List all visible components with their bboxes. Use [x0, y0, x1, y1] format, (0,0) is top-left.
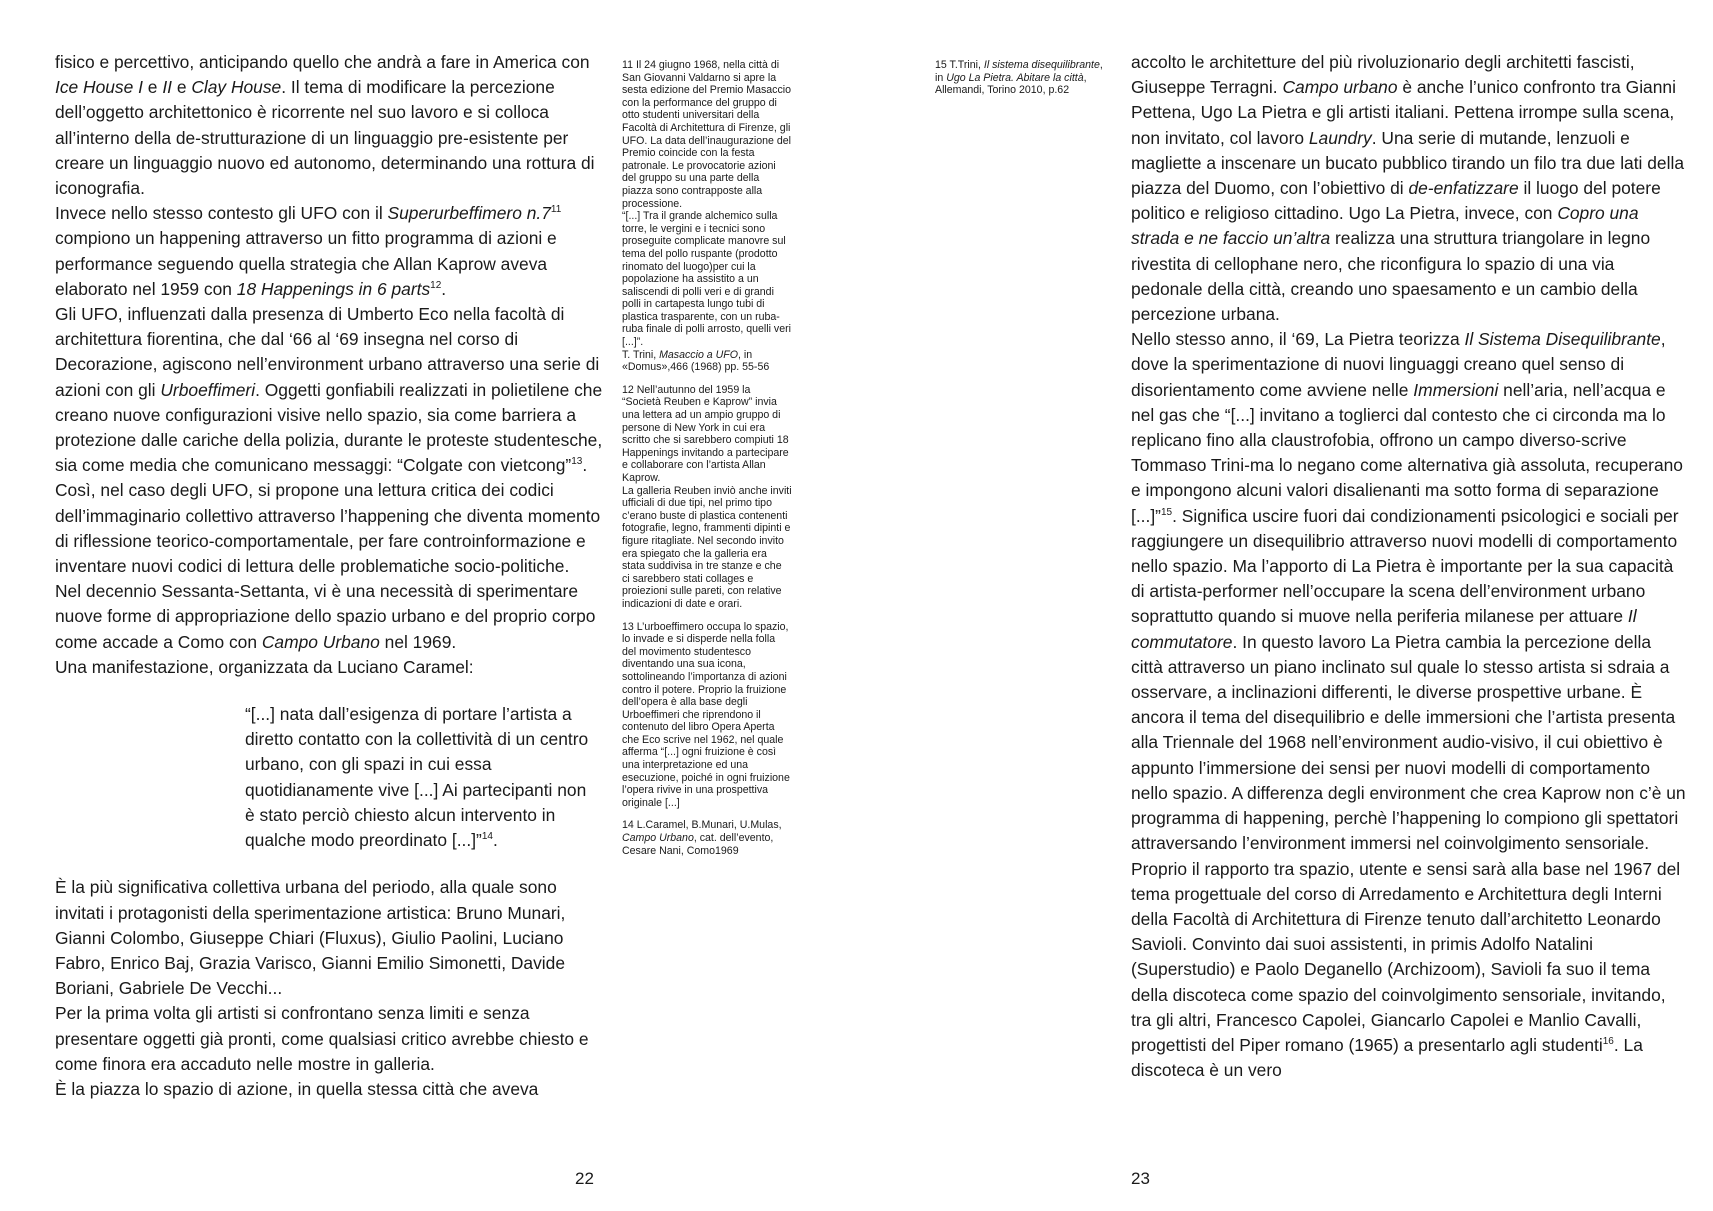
- paragraph: accolto le architetture del più rivoluzionario degli architetti fascisti, Giuseppe Terragni. Campo urbano è anche l’unico confronto tra Gianni Pettena, Ugo La Pietra e gli artisti italiani. Pettena irrompe sulla scena, non invitato, col lavoro Laundry. Una serie di mutande, lenzuoli e magliette a inscenare un bucato pubblico tirando un filo tra due lati della piazza del Duomo, con l’obiettivo di de-enfatizzare il luogo del potere politico e religioso cittadino. Ugo La Pietra, invece, con Copro una strada e ne faccio un’altra realizza una struttura triangolare in legno rivestita di cellophane nero, che riconfigura lo spazio di una via pedonale della città, creando uno spaesamento e un cambio della percezione urbana.: [1131, 52, 1684, 325]
- paragraph: Nel decennio Sessanta-Settanta, vi è una necessità di sperimentare nuove forme di appropriazione dello spazio urbano e del proprio corpo come accade a Como con Campo Urbano nel 1969.: [55, 581, 596, 652]
- footnote-14: 14 L.Caramel, B.Munari, U.Mulas, Campo Urbano, cat. dell’evento, Cesare Nani, Como1969: [622, 819, 782, 857]
- paragraph: È la piazza lo spazio di azione, in quella stessa città che aveva: [55, 1078, 539, 1099]
- paragraph: Una manifestazione, organizzata da Luciano Caramel:: [55, 656, 474, 677]
- paragraph: Gli UFO, influenzati dalla presenza di Umberto Eco nella facoltà di architettura fiorentina, che dal ‘66 al ‘69 insegna nel corso di Decorazione, agiscono nell’environment urbano attraverso una serie di azioni con gli Urboeffimeri. Oggetti gonfiabili realizzati in polietilene che creano nuove configurazioni visive nello spazio, sia come barriera a protezione dalle cariche della polizia, durante le proteste studentesche, sia come media che comunicano messaggi: “Colgate con vietcong”$^{13}$. Così, nel caso degli UFO, si propone una lettura critica dei codici dell’immaginario collettivo attraverso l’happening che diventa momento di riflessione teorico-comportamentale, per fare controinformazione e inventare nuovi codici di lettura delle problematiche socio-politiche.: [55, 304, 603, 577]
- block-quote: “[...] nata dall’esigenza di portare l’artista a diretto contatto con la collettività di un centro urbano, con gli spazi in cui essa quotidianamente vive [...] Ai partecipanti non è stato perciò chiesto alcun intervento in qualche modo preordinato [...]”$^{14}$.: [245, 704, 589, 851]
- footnote-13: 13 L’urboeffimero occupa lo spazio, lo invade e si disperde nella folla del movimento studentesco diventando una sua icona, sottolineando l’importanza di azioni contro il potere. Proprio la fruizione dell’opera è alla base degli Urboeffimeri che riprendono il contenuto del libro Opera Aperta che Eco scrive nel 1962, nel quale afferma “[...] ogni fruizione è così una interpretazione ed una esecuzione, poiché in ogni fruizione l’opera rivive in una prospettiva originale [...]: [622, 620, 790, 809]
- paragraph: Nello stesso anno, il ‘69, La Pietra teorizza Il Sistema Disequilibrante, dove la sperimentazione di nuovi linguaggi creano quel senso di disorientamento come avviene nelle Immersioni nell’aria, nell’acqua e nel gas che “[...] invitano a toglierci dal contesto che ci circonda ma lo replicano fino alla claustrofobia, offrono un campo diverso-scrive Tommaso Trini-ma lo negano come alternativa già assoluta, recuperano e impongono alcuni valori disalienanti ma sotto forma di separazione [...]”$^{15}$. Significa uscire fuori dai condizionamenti psicologici e sociali per raggiungere un disequilibrio attraverso nuovi modelli di comportamento nello spazio. Ma l’apporto di La Pietra è importante per la sua capacità di artista-performer nell’occupare la scena dell’environment urbano soprattutto quando si muove nella periferia milanese per attuare Il commutatore. In questo lavoro La Pietra cambia la percezione della città attraverso un piano inclinato sul quale lo stesso artista si sdraia a osservare, a inclinazioni differenti, le diverse prospettive urbane. È ancora il tema del disequilibrio e delle immersioni che l’artista presenta alla Triennale del 1968 nell’environment audio-visivo, il cui obiettivo è appunto l’immersione dei sensi per nuovi modelli di comportamento nello spazio. A differenza degli environment che crea Kaprow non c’è un programma di happening, perchè l’happening lo compiono gli spettatori attraversando l’environment immersi nel coinvolgimento sensoriale. Proprio il rapporto tra spazio, utente e sensi sarà alla base nel 1967 del tema progettuale del corso di Arredamento e Architettura degli Interni della Facoltà di Architettura di Firenze tenuto dall’architetto Leonardo Savioli. Convinto dai suoi assistenti, in primis Adolfo Natalini (Superstudio) e Paolo Deganello (Archizoom), Savioli fa suo il tema della discoteca come spazio del coinvolgimento sensoriale, invitando, tra gli altri, Francesco Capolei, Giancarlo Capolei e Manlio Cavalli, progettisti del Piper romano (1965) a presentarlo agli studenti$^{16}$. La discoteca è un vero: [1131, 329, 1686, 1081]
- footnotes-right: [935, 59, 1105, 107]
- right-page-body: [1131, 50, 1686, 1083]
- page-number-left: 22: [575, 1169, 594, 1188]
- page-number-right: 23: [1131, 1169, 1150, 1188]
- paragraph: Invece nello stesso contesto gli UFO con il Superurbeffimero $n.7^{11}$ compiono un happening attraverso un fitto programma di azioni e performance seguendo quella strategia che Allan Kaprow aveva elaborato nel 1959 con 18 Happenings in 6 parts$^{12}$.: [55, 203, 562, 299]
- left-page-body: [55, 50, 610, 1102]
- footnote-11: 11 Il 24 giugno 1968, nella città di San Giovanni Valdarno si apre la sesta edizione del Premio Masaccio con la performance del gruppo di otto studenti universitari della Facoltà di Architettura di Firenze, gli UFO. La data dell’inaugurazione del Premio coincide con la festa patronale. Le provocatorie azioni del gruppo su una parte della piazza sono contrapposte alla processione. “[...] Tra il grande alchemico sulla torre, le vergini e i tecnici sono proseguite complicate manovre sul tema del pollo ruspante (prodotto rinomato del luogo)per cui la popolazione ha assistito a un saliscendi di polli veri e di grandi polli in cartapesta lungo tubi di plastica trasparente, con un ruba-ruba finale di polli arrosto, quelli veri [...]”. T. Trini, Masaccio a UFO, in «Domus»,466 (1968) pp. 55-56: [622, 59, 792, 374]
- paragraph: fisico e percettivo, anticipando quello che andrà a fare in America con Ice House I e II e Clay House. Il tema di modificare la percezione dell’oggetto architettonico è ricorrente nel suo lavoro e si colloca all’interno della de-strutturazione di un linguaggio pre-esistente per creare un linguaggio nuovo ed autonomo, determinando una rottura di iconografia.: [55, 52, 595, 199]
- paragraph: È la più significativa collettiva urbana del periodo, alla quale sono invitati i protagonisti della sperimentazione artistica: Bruno Munari, Gianni Colombo, Giuseppe Chiari (Fluxus), Giulio Paolini, Luciano Fabro, Enrico Baj, Grazia Varisco, Gianni Emilio Simonetti, Davide Boriani, Gabriele De Vecchi...: [55, 877, 566, 999]
- footnotes-left: [622, 59, 792, 867]
- footnote-15: 15 T.Trini, Il sistema disequilibrante, in Ugo La Pietra. Abitare la città, Allemandi, Torino 2010, p.62: [935, 59, 1103, 97]
- footnote-12: 12 Nell’autunno del 1959 la “Società Reuben e Kaprow” invia una lettera ad un ampio gruppo di persone di New York in cui era scritto che si sarebbero compiuti 18 Happenings invitando a partecipare e collaborare con l’artista Allan Kaprow. La galleria Reuben inviò anche inviti ufficiali di due tipi, nel primo tipo c’erano buste di plastica contenenti fotografie, legno, frammenti dipinti e figure ritagliate. Nel secondo invito era spiegato che la galleria era stata suddivisa in tre stanze e che ci sarebbero stati collages e proiezioni sulle pareti, con relative indicazioni di date e orari.: [622, 383, 792, 610]
- paragraph: Per la prima volta gli artisti si confrontano senza limiti e senza presentare oggetti già pronti, come qualsiasi critico avrebbe chiesto e come finora era accaduto nelle mostre in galleria.: [55, 1003, 589, 1074]
